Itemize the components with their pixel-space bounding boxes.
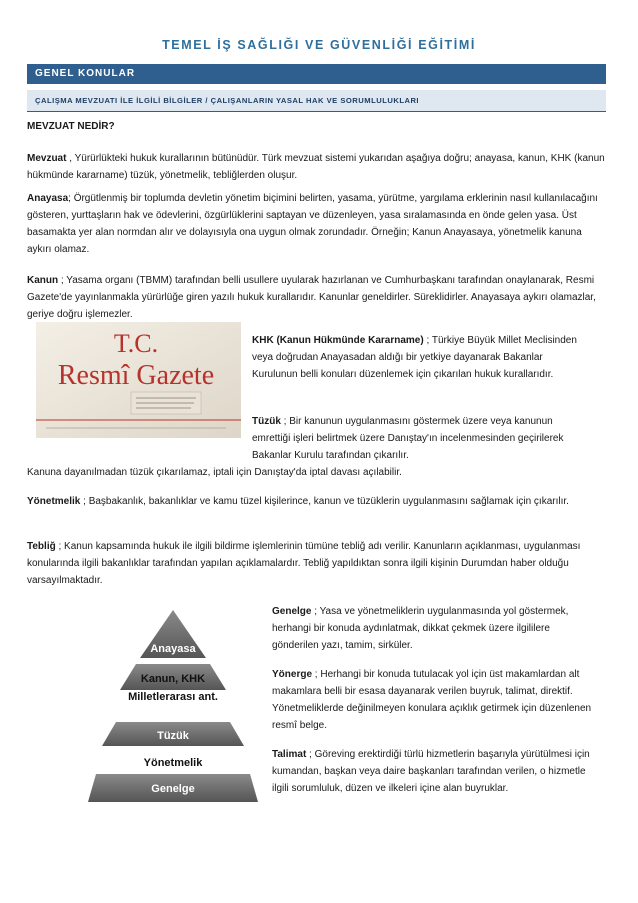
svg-text:Yönetmelik: Yönetmelik <box>143 757 203 769</box>
khk-paragraph: KHK (Kanun Hükmünde Kararname) ; Türkiye Büyük Millet Meclisinden veya doğrudan Anayasadan aldığı bir yetkiye dayanarak Bakanlar Kurulunun belli konuları düzenlemek için çıkarılan hukuk kurallarıdır. <box>252 335 577 380</box>
svg-text:Genelge: Genelge <box>151 783 195 795</box>
svg-text:Resmî Gazete: Resmî Gazete <box>57 360 215 391</box>
section-bar: GENEL KONULAR <box>27 64 606 84</box>
yonerge-paragraph: Yönerge ; Herhangi bir konuda tutulacak yol için üst makamlardan alt makamlara belli bir esasa dayanarak verilen buyruk, talimat, direktif. Yönetmeliklerde değinilmeyen konulara açıklık getirmek için düzenlenen resmî belge. <box>272 669 592 731</box>
genelge-paragraph: Genelge ; Yasa ve yönetmeliklerin uygulanmasında yol göstermek, herhangi bir konuda aydınlatmak, dikkat çekmek üzere ilgililere gönderilen yazı, tamim, sirküler. <box>272 606 569 651</box>
svg-text:Milletlerarası ant.: Milletlerarası ant. <box>128 691 218 703</box>
kanun-paragraph: Kanun ; Yasama organı (TBMM) tarafından belli usullere uyularak hazırlanan ve Cumhurbaşkanı tarafından onaylanarak, Resmi Gazete'de yayınlanmakla yürürlüğe giren yazılı hukuk kurallarıdır. Kanunlar geneldirler. Süreklidirler. Anayasaya aykırı olamazlar, geriye doğru işlemezler. <box>27 275 596 320</box>
page-title: TEMEL İŞ SAĞLIĞI VE GÜVENLİĞİ EĞİTİMİ <box>162 38 476 52</box>
tuzuk-paragraph: Tüzük ; Bir kanunun uygulanmasını göstermek üzere veya kanunun emrettiği işleri belirtmek üzere Danıştay'ın incelenmesinden geçirilerek Bakanlar Kurulu tarafından çıkarılır. <box>252 416 564 461</box>
anayasa-paragraph: Anayasa; Örgütlenmiş bir toplumda devletin yönetim biçimini belirten, yasama, yürütme, yargılama erklerinin nasıl kullanılacağını gösteren, yurttaşların hak ve ödevlerini, özgürlüklerini saptayan ve düzenleyen, yasa sıralamasında en önde gelen yasa. Üst basamakta yer alan normdan alır ve dolayısıyla ona uygun olmak zorundadır. Örneğin; Kanun Anayasaya, yönetmelik kanuna aykırı olamaz. <box>27 193 598 255</box>
svg-text:Kanun, KHK: Kanun, KHK <box>140 673 206 685</box>
yonetmelik-paragraph: Yönetmelik ; Başbakanlık, bakanlıklar ve kamu tüzel kişilerince, kanun ve tüzüklerin uygulanmasını sağlamak için çıkarılır. <box>27 496 569 507</box>
mevzuat-paragraph: Mevzuat , Yürürlükteki hukuk kurallarının bütünüdür. Türk mevzuat sistemi yukarıdan aşağıya doğru; anayasa, kanun, KHK (kanun hükmünde kararname) tüzük, yönetmelik, tebliğlerden oluşur. <box>27 153 605 181</box>
legislation-pyramid <box>88 606 258 806</box>
svg-text:Anayasa: Anayasa <box>150 643 196 655</box>
talimat-paragraph: Talimat ; Göreving erektirdiği türlü hizmetlerin başarıyla yürütülmesi için kumandan, başkan veya daire başkanları tarafından verilen, o hizmetle ilgili sorumluluk, düzen ve ilkeleri içine alan buyruklar. <box>272 749 590 794</box>
subsection-bar: ÇALIŞMA MEVZUATI İLE İLGİLİ BİLGİLER / ÇALIŞANLARIN YASAL HAK VE SORUMLULUKLARI <box>27 90 606 112</box>
tuzuk-continuation: Kanuna dayanılmadan tüzük çıkarılamaz, iptali için Danıştay'da iptal davası açılabilir. <box>27 467 402 478</box>
resmi-gazete-image <box>36 322 241 438</box>
teblig-paragraph: Tebliğ ; Kanun kapsamında hukuk ile ilgili bildirme işlemlerinin tümüne tebliğ adı verilir. Kanunların açıklanması, uygulanması konularında ilgili bakanlıklar tarafından yapılan açıklamalardır. Tebliğ yapıldıktan sonra ilgili kişinin Durumdan haber olduğu varsayılmaktadır. <box>27 541 581 586</box>
heading: MEVZUAT NEDİR? <box>27 121 115 132</box>
svg-text:Tüzük: Tüzük <box>157 730 189 742</box>
svg-text:T.C.: T.C. <box>113 329 159 358</box>
